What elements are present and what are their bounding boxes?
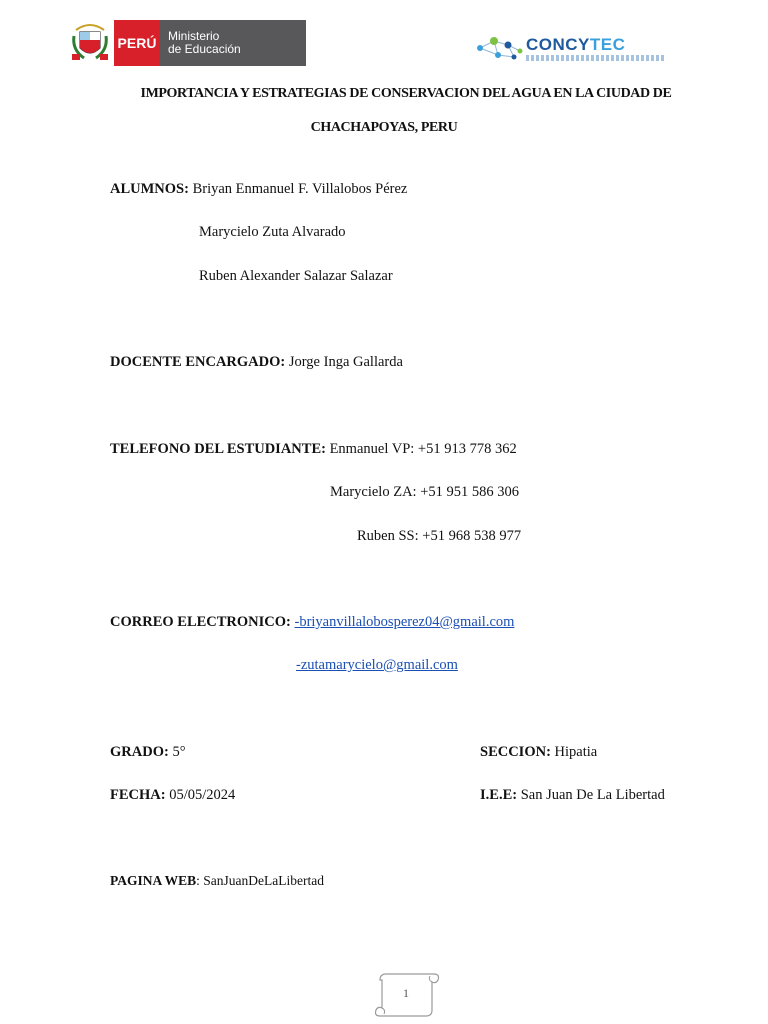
minedu-logo [70, 20, 306, 66]
phone-label: TELEFONO DEL ESTUDIANTE: [110, 441, 326, 457]
student-name: Marycielo Zuta Alvarado [199, 224, 346, 240]
phone-row [110, 440, 517, 458]
website-value: : SanJuanDeLaLibertad [196, 873, 324, 888]
teacher-name: Jorge Inga Gallarda [288, 354, 403, 370]
email-row-2 [296, 656, 458, 674]
page-number: 1 [403, 986, 409, 1000]
date-value: 05/05/2024 [169, 787, 236, 803]
grade-row [110, 743, 186, 761]
ministry-name [160, 20, 306, 66]
grade-value: 5° [172, 744, 186, 760]
grade-label: GRADO: [110, 744, 169, 760]
date-label: FECHA: [110, 787, 166, 803]
section-row [480, 743, 597, 761]
email-link[interactable]: -briyanvillalobosperez04@gmail.com [294, 614, 515, 630]
email-link[interactable]: -zutamarycielo@gmail.com [296, 657, 458, 673]
peru-label: PERÚ [114, 20, 160, 66]
email-label: CORREO ELECTRONICO: [110, 614, 291, 630]
phone-entry: Ruben SS: +51 968 538 977 [357, 528, 522, 544]
students-row [110, 180, 407, 198]
phone-entry: Enmanuel VP: +51 913 778 362 [329, 441, 517, 457]
student-name: Briyan Enmanuel F. Villalobos Pérez [192, 181, 408, 197]
student-name: Ruben Alexander Salazar Salazar [199, 268, 393, 284]
network-nodes-icon [474, 33, 524, 63]
peru-coat-of-arms-icon [70, 20, 110, 66]
document-title-line-2: CHACHAPOYAS, PERU [310, 120, 458, 135]
website-label: PAGINA WEB [110, 873, 197, 888]
school-value: San Juan De La Libertad [520, 787, 665, 803]
document-title-line-1: IMPORTANCIA Y ESTRATEGIAS DE CONSERVACION DEL AGUA EN LA CIUDAD DE [140, 86, 672, 101]
email-row [110, 613, 514, 631]
website-row [110, 872, 324, 890]
concytec-wordmark: CONCYTEC [526, 34, 626, 54]
school-label: I.E.E: [480, 787, 518, 803]
phone-entry: Marycielo ZA: +51 951 586 306 [330, 484, 519, 500]
concytec-tagline [526, 55, 664, 61]
teacher-label: DOCENTE ENCARGADO: [110, 354, 286, 370]
section-label: SECCION: [480, 744, 551, 760]
section-value: Hipatia [554, 744, 598, 760]
school-row [480, 786, 665, 804]
ministry-line-1: Ministerio [168, 29, 220, 43]
concytec-logo [474, 32, 668, 64]
date-row [110, 786, 235, 804]
teacher-row [110, 353, 403, 371]
students-label: ALUMNOS: [110, 181, 189, 197]
ministry-line-2: de Educación [168, 42, 241, 56]
